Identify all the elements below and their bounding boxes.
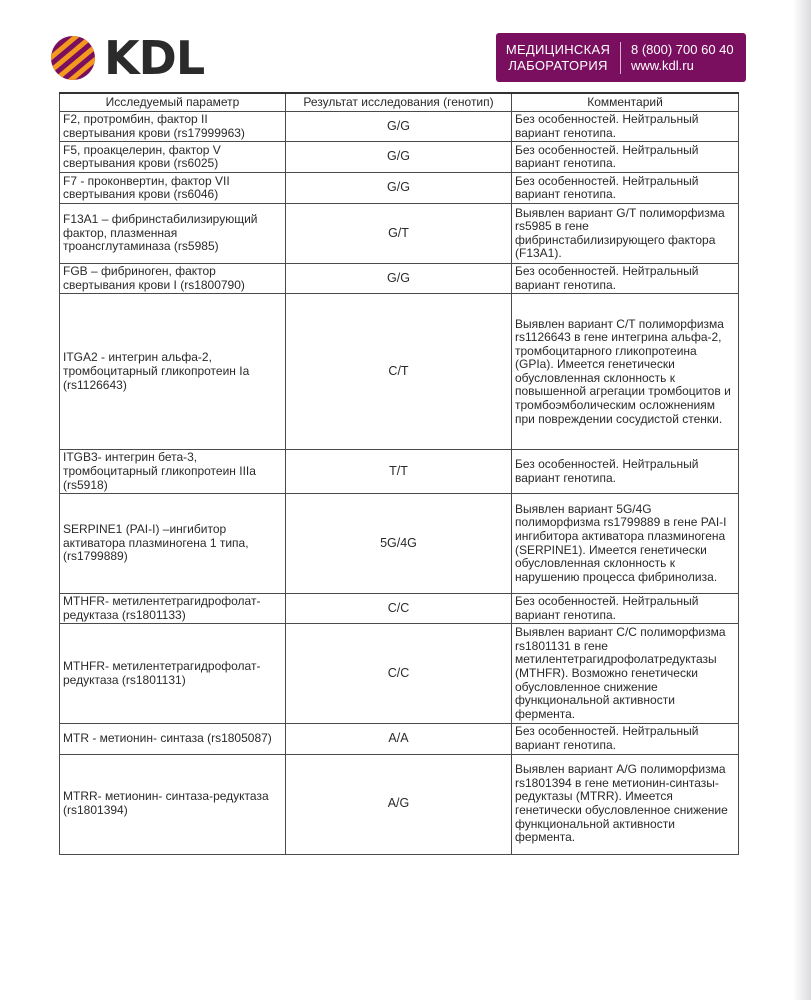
comment-cell: Выявлен вариант A/G полиморфизма rs1801394 в гене метионин-синтазы-редуктазы (MTRR). Имеется генетически обусловленное снижение функциональной активности фермента. xyxy=(512,754,739,854)
page-edge-shadow xyxy=(793,0,811,1000)
comment-cell: Без особенностей. Нейтральный вариант генотипа. xyxy=(512,142,739,173)
genotype-cell: T/T xyxy=(286,450,512,494)
genotype-cell: G/G xyxy=(286,112,512,142)
header-comment: Комментарий xyxy=(512,93,739,112)
table-row xyxy=(60,112,739,142)
parameter-cell: ITGB3- интегрин бета-3, тромбоцитарный гликопротеин IIIa (rs5918) xyxy=(60,450,286,494)
table-row xyxy=(60,173,739,204)
comment-cell: Без особенностей. Нейтральный вариант генотипа. xyxy=(512,112,739,142)
parameter-cell: FGB – фибриноген, фактор свертывания крови I (rs1800790) xyxy=(60,264,286,294)
comment-cell: Выявлен вариант C/C полиморфизма rs1801131 в гене метилентетрагидрофолатредуктазы (MTHFR). Возможно генетически обусловленное снижение функциональной активности фермента. xyxy=(512,624,739,724)
header-parameter: Исследуемый параметр xyxy=(60,93,286,112)
comment-cell: Без особенностей. Нейтральный вариант генотипа. xyxy=(512,450,739,494)
parameter-cell: F5, проакцелерин, фактор V свертывания крови (rs6025) xyxy=(60,142,286,173)
genotype-cell: G/G xyxy=(286,264,512,294)
kdl-logo xyxy=(50,31,205,85)
comment-cell: Выявлен вариант 5G/4G полиморфизма rs1799889 в гене PAI-I ингибитора активатора плазминогена (SERPINE1). Имеется генетически обусловленная склонность к нарушению процесса фибринолиза. xyxy=(512,494,739,594)
lab-title-line1: МЕДИЦИНСКАЯ xyxy=(505,41,611,57)
genotype-cell: G/T xyxy=(286,204,512,264)
genotype-cell: G/G xyxy=(286,142,512,173)
table-row xyxy=(60,494,739,594)
genotype-cell: C/T xyxy=(286,294,512,450)
parameter-cell: F2, протромбин, фактор II свертывания крови (rs17999963) xyxy=(60,112,286,142)
parameter-cell: MTHFR- метилентетрагидрофолат-редуктаза (rs1801131) xyxy=(60,624,286,724)
lab-title-line2: ЛАБОРАТОРИЯ xyxy=(508,57,608,73)
genotype-cell: G/G xyxy=(286,173,512,204)
lab-contacts xyxy=(621,42,734,74)
phone-number: 8 (800) 700 60 40 xyxy=(631,41,734,57)
website-link[interactable]: www.kdl.ru xyxy=(631,57,694,73)
comment-cell: Без особенностей. Нейтральный вариант генотипа. xyxy=(512,264,739,294)
table-row xyxy=(60,594,739,624)
lab-contact-banner xyxy=(496,33,746,82)
genotype-results-table xyxy=(59,92,739,855)
logo-text: KDL xyxy=(104,31,205,85)
table-row xyxy=(60,294,739,450)
table-row xyxy=(60,142,739,173)
genotype-cell: C/C xyxy=(286,624,512,724)
parameter-cell: F7 - проконвертин, фактор VII свертывания крови (rs6046) xyxy=(60,173,286,204)
parameter-cell: ITGA2 - интегрин альфа-2, тромбоцитарный гликопротеин Ia (rs1126643) xyxy=(60,294,286,450)
table-row xyxy=(60,450,739,494)
kdl-logo-mark-icon xyxy=(50,35,96,81)
table-row xyxy=(60,624,739,724)
table-row xyxy=(60,754,739,854)
genotype-cell: A/G xyxy=(286,754,512,854)
parameter-cell: MTR - метионин- синтаза (rs1805087) xyxy=(60,724,286,754)
parameter-cell: MTRR- метионин- синтаза-редуктаза (rs1801394) xyxy=(60,754,286,854)
comment-cell: Без особенностей. Нейтральный вариант генотипа. xyxy=(512,724,739,754)
genotype-cell: C/C xyxy=(286,594,512,624)
table-row xyxy=(60,724,739,754)
table-header-row xyxy=(60,93,739,112)
lab-title xyxy=(496,42,620,74)
table-row xyxy=(60,204,739,264)
genotype-cell: 5G/4G xyxy=(286,494,512,594)
table-row xyxy=(60,264,739,294)
comment-cell: Выявлен вариант C/T полиморфизма rs1126643 в гене интегрина альфа-2, тромбоцитарного гликопротеина (GPIa). Имеется генетически обусловленная склонность к повышенной агрегации тромбоцитов и тромбоэмболическим осложнениям при повреждении сосудистой стенки. xyxy=(512,294,739,450)
parameter-cell: F13A1 – фибринстабилизирующий фактор, плазменная трoансглутаминаза (rs5985) xyxy=(60,204,286,264)
comment-cell: Выявлен вариант G/T полиморфизма rs5985 в гене фибринстабилизирующего фактора (F13A1). xyxy=(512,204,739,264)
header-genotype: Результат исследования (генотип) xyxy=(286,93,512,112)
comment-cell: Без особенностей. Нейтральный вариант генотипа. xyxy=(512,173,739,204)
parameter-cell: SERPINE1 (PAI-I) –ингибитор активатора плазминогена 1 типа, (rs1799889) xyxy=(60,494,286,594)
genotype-cell: A/A xyxy=(286,724,512,754)
parameter-cell: MTHFR- метилентетрагидрофолат-редуктаза (rs1801133) xyxy=(60,594,286,624)
comment-cell: Без особенностей. Нейтральный вариант генотипа. xyxy=(512,594,739,624)
